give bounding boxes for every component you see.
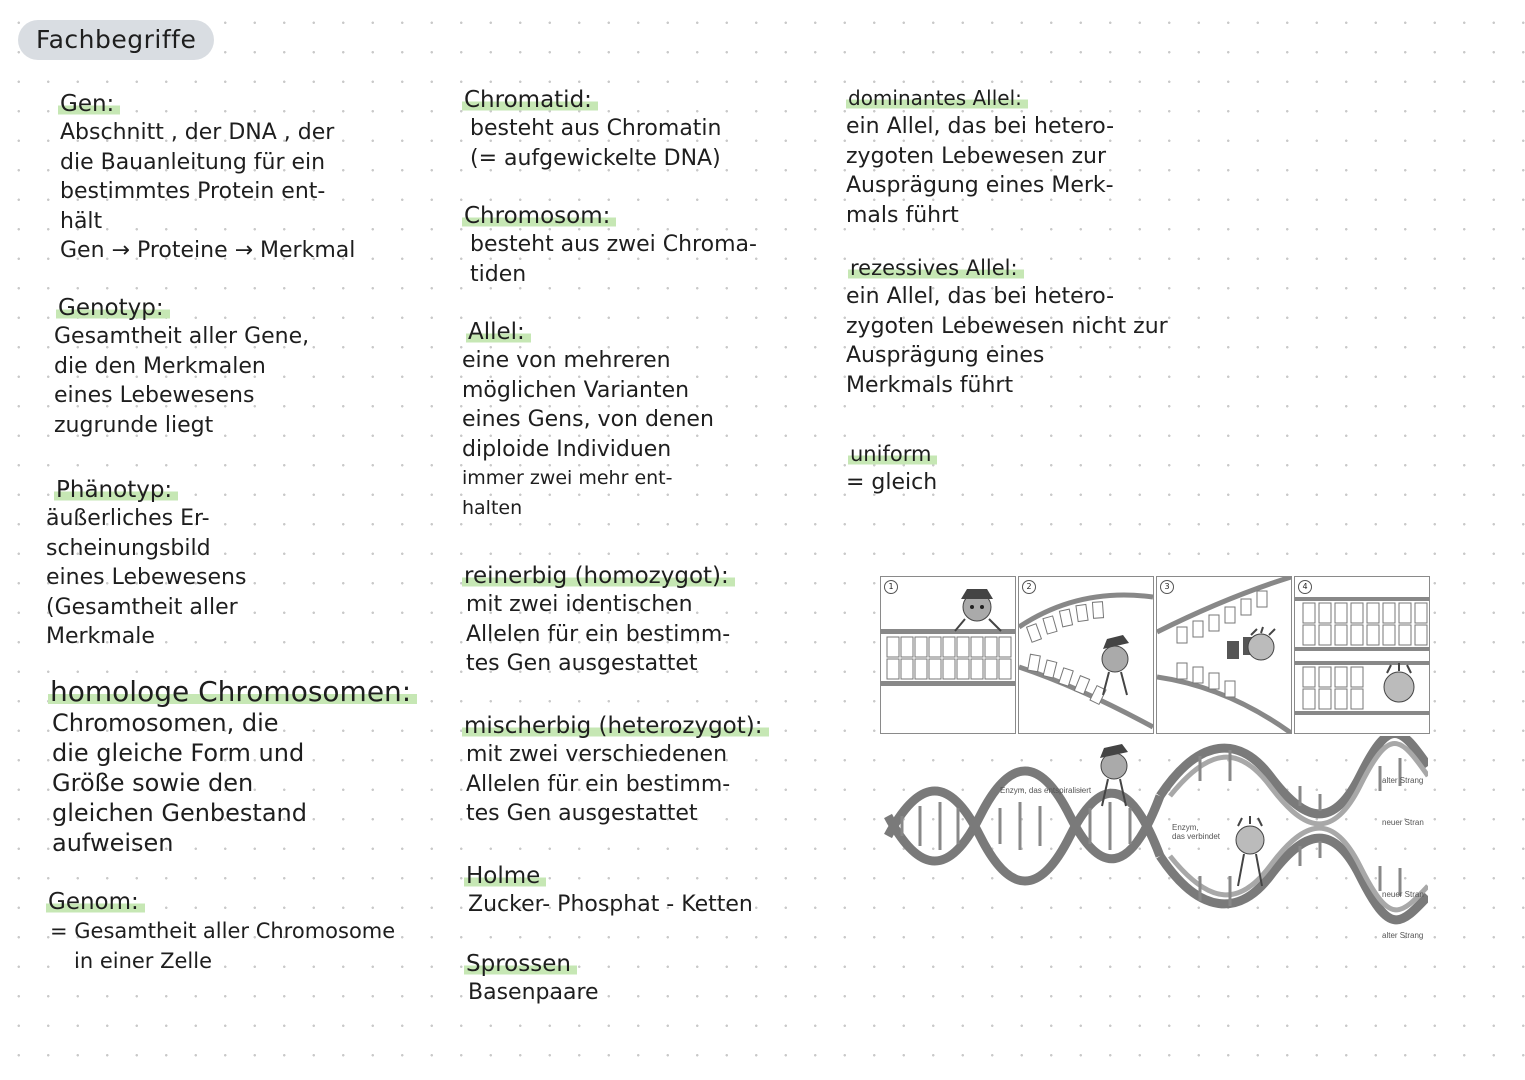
term-heading: Genom: [46,888,145,916]
term-dominantes-allel [846,84,1115,230]
term-definition: ein Allel, das bei hetero- zygoten Lebewesen zur Ausprägung eines Merk- mals führt [846,114,1115,228]
step-number: 2 [1022,580,1036,594]
term-heading: Sprossen [464,950,577,978]
label-enzyme-unwind: Enzym, das entspiralisiert [1000,786,1092,795]
two-strands-illustration [1295,577,1429,733]
term-heading: Gen: [58,90,120,118]
term-heading: Chromatid: [462,86,598,114]
step-number: 4 [1298,580,1312,594]
term-definition: = Gesamtheit aller Chromosome in einer Zelle [50,919,396,973]
step-number: 3 [1160,580,1174,594]
term-heading: uniform [848,440,937,468]
term-heading: Genotyp: [56,294,170,322]
replication-step-1 [880,576,1016,734]
term-heading: dominantes Allel: [846,84,1028,112]
term-rezessives-allel [846,254,1168,400]
term-definition: eine von mehreren möglichen Varianten eines Gens, von denen diploide Individuen immer zwei mehr ent- halten [462,348,714,519]
replication-step-2 [1018,576,1154,734]
term-heading: rezessives Allel: [848,254,1024,282]
term-heading: Phänotyp: [54,476,178,504]
term-heading: mischerbig (heterozygot): [462,712,769,740]
term-definition: Basenpaare [468,980,599,1005]
term-definition: mit zwei identischen Allelen für ein bestimm- tes Gen ausgestattet [466,592,731,676]
dna-double-helix [880,736,1428,946]
term-heading: Chromosom: [462,202,616,230]
term-homologe-chromosomen [52,676,417,858]
term-chromatid [466,86,722,173]
step-number: 1 [884,580,898,594]
term-definition: Gesamtheit aller Gene, die den Merkmalen eines Lebewesens zugrunde liegt [54,324,310,438]
term-allel [462,318,714,523]
term-heading: Holme [464,862,546,890]
replication-step-3 [1156,576,1292,734]
term-definition: Chromosomen, die die gleiche Form und Größe sowie den gleichen Genbestand aufweisen [52,709,307,857]
base-pairing-illustration [1157,577,1291,733]
label-old-strand-bottom: alter Strang [1382,931,1424,940]
term-definition: ein Allel, das bei hetero- zygoten Lebewesen nicht zur Ausprägung eines Merkmals führt [846,284,1168,398]
dna-replication-diagram [880,576,1428,946]
term-definition: äußerliches Er- scheinungsbild eines Lebewesens (Gesamtheit aller Merkmale [46,506,247,649]
term-definition: Abschnitt , der DNA , der die Bauanleitung für ein bestimmtes Protein ent- hält Gen → Proteine → Merkmal [60,120,356,263]
unzipping-illustration [1019,577,1153,733]
term-definition: mit zwei verschiedenen Allelen für ein bestimm- tes Gen ausgestattet [466,742,731,826]
label-old-strand-top: alter Strang [1382,776,1424,785]
term-genom [50,888,395,976]
term-sprossen [468,950,599,1008]
label-new-strand-bottom: neuer Stran [1382,890,1424,899]
term-definition: besteht aus zwei Chroma- tiden [470,232,757,287]
term-chromosom [466,202,757,289]
term-heading: Allel: [466,318,531,346]
label-new-strand-top: neuer Stran [1382,818,1424,827]
term-definition: besteht aus Chromatin (= aufgewickelte DNA) [470,116,722,171]
ladder-illustration [881,577,1015,733]
term-reinerbig [466,562,735,679]
term-definition: = gleich [846,470,938,495]
term-genotyp [54,294,310,440]
term-gen [62,90,355,266]
term-mischerbig [466,712,769,829]
term-heading: homologe Chromosomen: [48,676,417,708]
term-phaenotyp [46,476,247,652]
term-uniform [846,440,938,498]
term-definition: Zucker- Phosphat - Ketten [468,892,753,917]
label-enzyme-connect-1: Enzym, [1172,823,1199,832]
term-heading: reinerbig (homozygot): [462,562,735,590]
replication-step-4 [1294,576,1430,734]
page-title: Fachbegriffe [18,20,214,60]
label-enzyme-connect-2: das verbindet [1172,832,1221,841]
term-holme [468,862,753,920]
